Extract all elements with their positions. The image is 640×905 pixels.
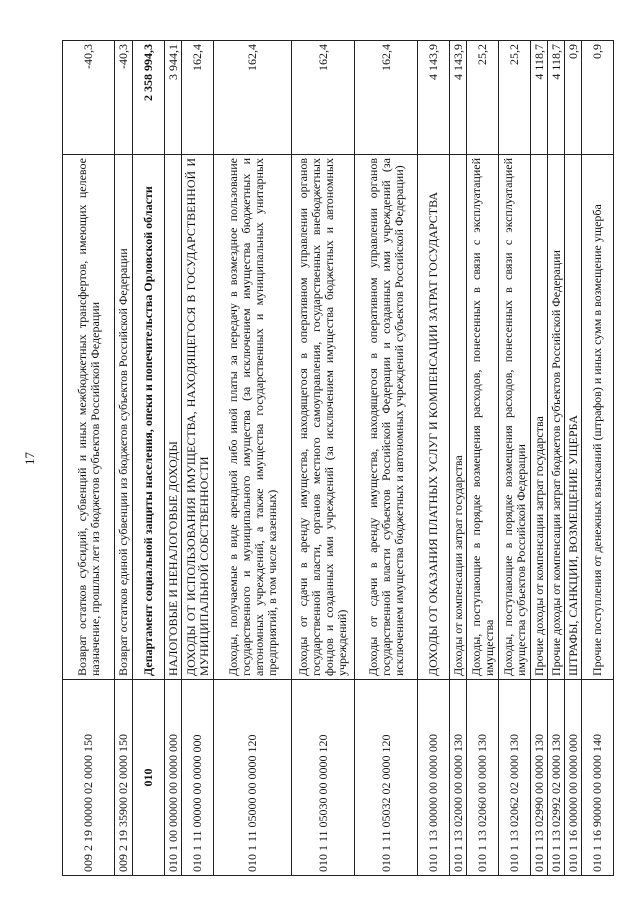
revenue-name-cell: Возврат остатков единой субвенции из бюджетов субъектов Российской Федерации (115, 155, 133, 680)
revenue-name-cell: НАЛОГОВЫЕ И НЕНАЛОГОВЫЕ ДОХОДЫ (165, 155, 182, 680)
revenue-name-cell: Прочие поступления от денежных взысканий (штрафов) и иных сумм в возмещение ущерба (582, 155, 614, 680)
table-row (418, 41, 450, 876)
rotated-content (22, 41, 604, 876)
budget-code-cell: 010 1 16 00000 00 0000 000 (565, 680, 582, 876)
table-row (467, 41, 499, 876)
revenue-table-body (63, 41, 614, 876)
budget-code-cell: 010 1 13 02000 00 0000 130 (450, 680, 467, 876)
revenue-table (62, 40, 614, 876)
table-row (292, 41, 355, 876)
table-row (548, 41, 565, 876)
budget-code-cell: 010 1 11 05032 02 0000 120 (355, 680, 418, 876)
table-row (214, 41, 292, 876)
amount-cell: -40,3 (63, 41, 115, 155)
table-row (499, 41, 531, 876)
budget-code-cell: 010 1 16 90000 00 0000 140 (582, 680, 614, 876)
revenue-name-cell: ДОХОДЫ ОТ ОКАЗАНИЯ ПЛАТНЫХ УСЛУГ И КОМПЕНСАЦИИ ЗАТРАТ ГОСУДАРСТВА (418, 155, 450, 680)
table-row (182, 41, 214, 876)
amount-cell: 0,9 (582, 41, 614, 155)
revenue-name-cell: Департамент социальной защиты населения, опеки и попечительства Орловской области (133, 155, 165, 680)
budget-code-cell: 010 1 13 00000 00 0000 000 (418, 680, 450, 876)
budget-code-cell: 010 (133, 680, 165, 876)
revenue-name-cell: Доходы от компенсации затрат государства (450, 155, 467, 680)
table-row (133, 41, 165, 876)
table-row (565, 41, 582, 876)
table-row (63, 41, 115, 876)
table-row (165, 41, 182, 876)
revenue-name-cell: Доходы от сдачи в аренду имущества, находящегося в оперативном управлении органов государственной власти, органов местного самоуправления, государственных внебюджетных фондов и созданных ими учреждений (за исключением имущества бюджетных и автономных учреждений) (292, 155, 355, 680)
amount-cell: -40,3 (115, 41, 133, 155)
budget-code-cell: 010 1 11 05030 00 0000 120 (292, 680, 355, 876)
budget-code-cell: 010 1 13 02990 00 0000 130 (531, 680, 548, 876)
budget-code-cell: 010 1 11 05000 00 0000 120 (214, 680, 292, 876)
table-row (115, 41, 133, 876)
amount-cell: 4 143,9 (450, 41, 467, 155)
revenue-name-cell: Доходы, получаемые в виде арендной либо иной платы за передачу в возмездное пользование государственного и муниципального имущества (за исключением имущества бюджетных и автономных учреждений, а также имущества государственных и муниципальных унитарных предприятий, в том числе казенных) (214, 155, 292, 680)
budget-code-cell: 009 2 19 35900 02 0000 150 (115, 680, 133, 876)
budget-code-cell: 010 1 13 02062 02 0000 130 (499, 680, 531, 876)
amount-cell: 25,2 (499, 41, 531, 155)
amount-cell: 4 143,9 (418, 41, 450, 155)
budget-code-cell: 010 1 00 00000 00 0000 000 (165, 680, 182, 876)
amount-cell: 162,4 (292, 41, 355, 155)
budget-code-cell: 010 1 11 00000 00 0000 000 (182, 680, 214, 876)
budget-code-cell: 009 2 19 00000 02 0000 150 (63, 680, 115, 876)
revenue-name-cell: Доходы от сдачи в аренду имущества, находящегося в оперативном управлении органов государственной власти субъектов Российской Федерации и созданных ими учреждений (за исключением имущества бюджетных и автономных учреждений субъектов Российской Федерации) (355, 155, 418, 680)
revenue-name-cell: Прочие доходы от компенсации затрат бюджетов субъектов Российской Федерации (548, 155, 565, 680)
amount-cell: 162,4 (355, 41, 418, 155)
revenue-name-cell: ШТРАФЫ, САНКЦИИ, ВОЗМЕЩЕНИЕ УЩЕРБА (565, 155, 582, 680)
revenue-name-cell: ДОХОДЫ ОТ ИСПОЛЬЗОВАНИЯ ИМУЩЕСТВА, НАХОДЯЩЕГОСЯ В ГОСУДАРСТВЕННОЙ И МУНИЦИПАЛЬНОЙ СОБСТВЕННОСТИ (182, 155, 214, 680)
table-row (582, 41, 614, 876)
budget-code-cell: 010 1 13 02992 02 0000 130 (548, 680, 565, 876)
table-row (355, 41, 418, 876)
budget-code-cell: 010 1 13 02060 00 0000 130 (467, 680, 499, 876)
revenue-name-cell: Доходы, поступающие в порядке возмещения расходов, понесенных в связи с эксплуатацией имущества (467, 155, 499, 680)
amount-cell: 162,4 (182, 41, 214, 155)
amount-cell: 4 118,7 (531, 41, 548, 155)
revenue-name-cell: Доходы, поступающие в порядке возмещения расходов, понесенных в связи с эксплуатацией имущества субъектов Российской Федерации (499, 155, 531, 680)
amount-cell: 162,4 (214, 41, 292, 155)
revenue-name-cell: Возврат остатков субсидий, субвенций и иных межбюджетных трансфертов, имеющих целевое назначение, прошлых лет из бюджетов субъектов Российской Федерации (63, 155, 115, 680)
amount-cell: 25,2 (467, 41, 499, 155)
amount-cell: 3 944,1 (165, 41, 182, 155)
amount-cell: 0,9 (565, 41, 582, 155)
revenue-name-cell: Прочие доходы от компенсации затрат государства (531, 155, 548, 680)
amount-cell: 2 358 994,3 (133, 41, 165, 155)
page-number: 17 (22, 452, 37, 465)
table-row (531, 41, 548, 876)
table-row (450, 41, 467, 876)
amount-cell: 4 118,7 (548, 41, 565, 155)
